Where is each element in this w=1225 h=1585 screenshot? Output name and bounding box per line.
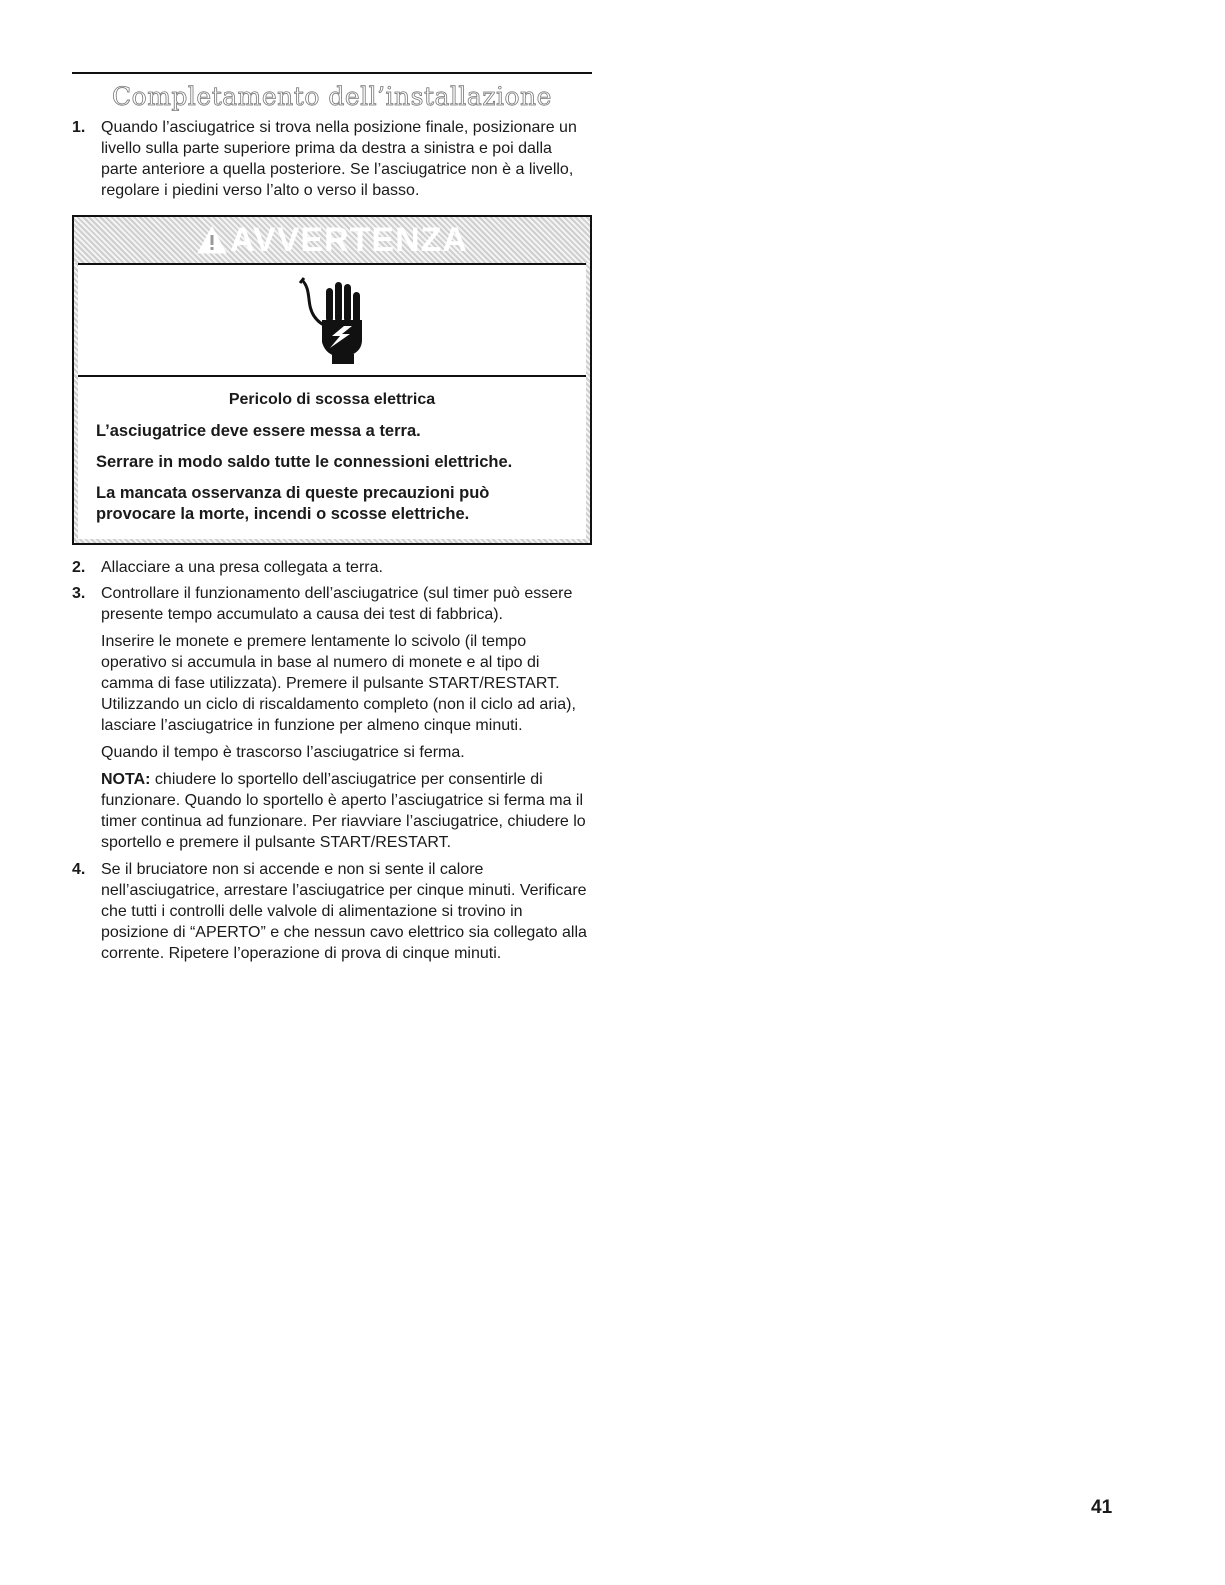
warning-subtitle: Pericolo di scossa elettrica bbox=[228, 391, 436, 408]
step-4 bbox=[72, 859, 592, 964]
content-column bbox=[72, 72, 592, 969]
electric-shock-hand-icon bbox=[292, 274, 372, 366]
warning-line-3: La mancata osservanza di queste precauzioni può provocare la morte, incendi o scosse elettriche. bbox=[96, 484, 490, 523]
page-number: 41 bbox=[1091, 1497, 1113, 1518]
section-title: Completamento dell’installazione bbox=[112, 82, 552, 111]
warning-box bbox=[72, 215, 592, 545]
warning-line-2: Serrare in modo saldo tutte le connessioni elettriche. bbox=[96, 453, 513, 471]
steps-list-continued bbox=[72, 557, 592, 964]
step-text: Quando l’asciugatrice si trova nella posizione finale, posizionare un livello sulla parte superiore prima da destra a sinistra e poi dalla parte anteriore a quella posteriore. Se l’asciugatrice non è a livello, regolare i piedini verso l’alto o verso il basso. bbox=[101, 119, 577, 199]
step-number: 4. bbox=[72, 861, 86, 878]
step-text: Controllare il funzionamento dell’asciugatrice (sul timer può essere presente tempo accumulato a causa dei test di fabbrica). bbox=[101, 585, 573, 623]
step-text: Se il bruciatore non si accende e non si sente il calore nell’asciugatrice, arrestare l’asciugatrice per cinque minuti. Verificare che tutti i controlli delle valvole di alimentazione si trovino in posizione di “APERTO” e che nessun cavo elettrico sia collegato alla corrente. Ripetere l’operazione di prova di cinque minuti. bbox=[101, 861, 587, 962]
step-2 bbox=[72, 557, 592, 578]
step-number: 1. bbox=[72, 119, 86, 136]
warning-pictogram bbox=[78, 263, 586, 377]
step-text: Inserire le monete e premere lentamente lo scivolo (il tempo operativo si accumula in base al numero di monete e al tipo di camma di fase utilizzata). Premere il pulsante START/RESTART. Utilizzando un ciclo di riscaldamento completo (non il ciclo ad aria), lasciare l’asciugatrice in funzione per almeno cinque minuti. bbox=[101, 633, 576, 734]
step-text: Quando il tempo è trascorso l’asciugatrice si ferma. bbox=[101, 744, 465, 761]
step-number: 2. bbox=[72, 559, 86, 576]
warning-text-panel bbox=[78, 377, 586, 539]
warning-triangle-icon bbox=[196, 225, 228, 255]
step-3 bbox=[72, 583, 592, 853]
note-text: chiudere lo sportello dell’asciugatrice per consentirle di funzionare. Quando lo sportello è aperto l’asciugatrice si ferma ma il timer continua ad funzionare. Per riavviare l’asciugatrice, chiudere lo sportello e premere il pulsante START/RESTART. bbox=[101, 771, 586, 851]
step-number: 3. bbox=[72, 585, 86, 602]
steps-list bbox=[72, 117, 592, 201]
warning-frame bbox=[74, 263, 590, 543]
step-text: Allacciare a una presa collegata a terra. bbox=[101, 559, 383, 576]
warning-line-1: L’asciugatrice deve essere messa a terra. bbox=[96, 422, 421, 440]
top-rule bbox=[72, 72, 592, 74]
step-1 bbox=[72, 117, 592, 201]
warning-heading: AVVERTENZA bbox=[230, 220, 468, 259]
step-note bbox=[101, 769, 592, 853]
warning-header bbox=[74, 217, 590, 263]
note-label: NOTA: bbox=[101, 771, 151, 788]
